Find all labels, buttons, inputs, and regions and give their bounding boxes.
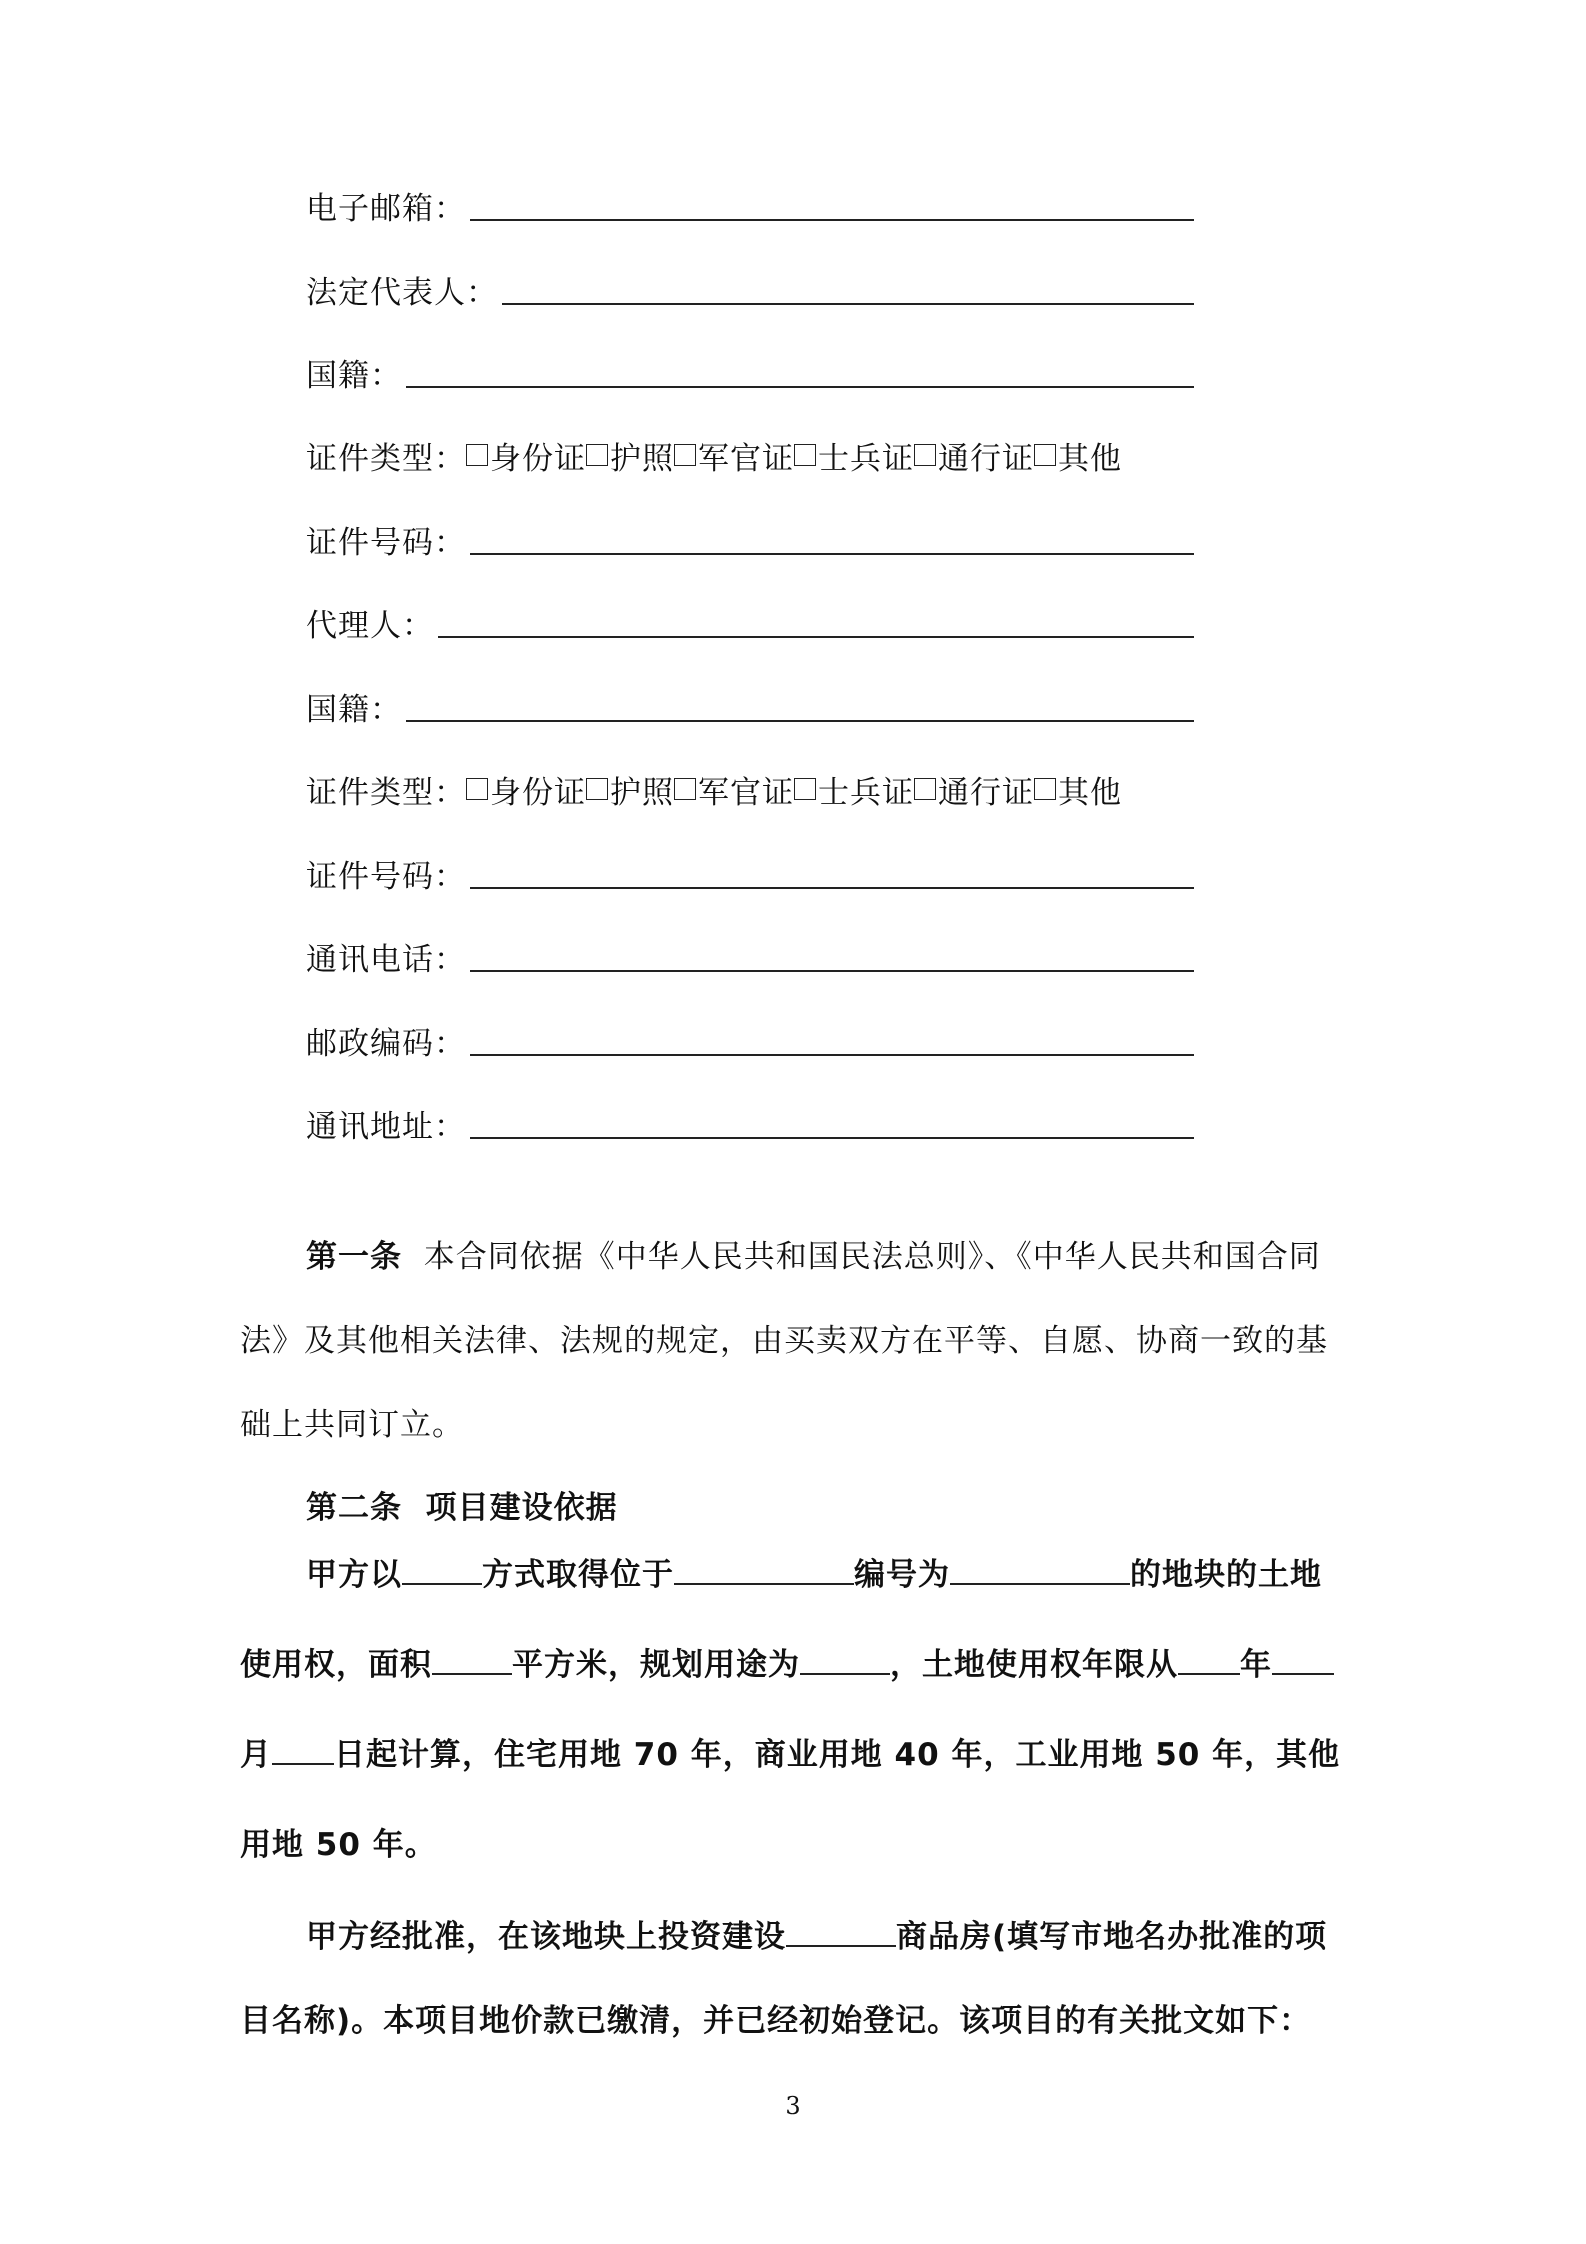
field-label: 国籍： bbox=[306, 691, 402, 728]
address-line bbox=[470, 1137, 1194, 1139]
article-2-heading bbox=[306, 1482, 618, 1527]
nationality-line-1 bbox=[406, 386, 1194, 388]
legal-representative-line bbox=[502, 303, 1194, 305]
id-number-field-1[interactable] bbox=[306, 509, 466, 569]
id-number-field-2[interactable] bbox=[306, 843, 466, 903]
plot-number-blank[interactable] bbox=[950, 1553, 1130, 1585]
article-1-text: 本合同依据《中华人民共和国民法总则》、《中华人民共和国合同法》及其他相关法律、法规的规定，由买卖双方在平等、自愿、协商一致的基础上共同订立。 bbox=[240, 1239, 1328, 1443]
id-number-line-2 bbox=[470, 887, 1194, 889]
email-field[interactable] bbox=[306, 175, 466, 235]
location-blank[interactable] bbox=[674, 1553, 854, 1585]
nationality-line-2 bbox=[406, 720, 1194, 722]
id-option-4[interactable]: 士兵证 bbox=[794, 767, 914, 812]
id-option-5[interactable]: 通行证 bbox=[914, 433, 1034, 478]
field-label: 法定代表人： bbox=[306, 274, 498, 311]
id-type-row-2 bbox=[306, 759, 1122, 819]
area-blank[interactable] bbox=[432, 1643, 512, 1675]
field-label: 证件号码： bbox=[306, 858, 466, 895]
legal-representative-field[interactable] bbox=[306, 259, 498, 319]
checkbox-icon[interactable] bbox=[914, 444, 936, 466]
field-label: 邮政编码： bbox=[306, 1025, 466, 1062]
field-label: 代理人： bbox=[306, 607, 434, 644]
field-label: 证件号码： bbox=[306, 524, 466, 561]
id-option-2[interactable]: 护照 bbox=[586, 433, 674, 478]
phone-line bbox=[470, 970, 1194, 972]
article-2-title: 第二条 bbox=[306, 1490, 402, 1526]
field-label: 国籍： bbox=[306, 357, 402, 394]
id-option-3[interactable]: 军官证 bbox=[674, 767, 794, 812]
nationality-field-1[interactable] bbox=[306, 342, 402, 402]
start-month-blank[interactable] bbox=[1272, 1643, 1334, 1675]
planned-use-blank[interactable] bbox=[800, 1643, 890, 1675]
article-2-heading-text: 项目建设依据 bbox=[425, 1490, 618, 1526]
id-option-5[interactable]: 通行证 bbox=[914, 767, 1034, 812]
checkbox-icon[interactable] bbox=[586, 778, 608, 800]
checkbox-icon[interactable] bbox=[794, 778, 816, 800]
project-name-blank[interactable] bbox=[786, 1915, 896, 1947]
id-option-1[interactable]: 身份证 bbox=[466, 433, 586, 478]
checkbox-icon[interactable] bbox=[586, 444, 608, 466]
checkbox-icon[interactable] bbox=[914, 778, 936, 800]
id-option-3[interactable]: 军官证 bbox=[674, 433, 794, 478]
agent-line bbox=[438, 636, 1194, 638]
page-number: 3 bbox=[785, 2092, 801, 2120]
id-type-row-1 bbox=[306, 425, 1122, 485]
email-line bbox=[470, 219, 1194, 221]
field-label: 通讯地址： bbox=[306, 1108, 466, 1145]
checkbox-icon[interactable] bbox=[1034, 444, 1056, 466]
phone-field[interactable] bbox=[306, 926, 466, 986]
checkbox-icon[interactable] bbox=[674, 444, 696, 466]
id-option-6[interactable]: 其他 bbox=[1034, 767, 1122, 812]
id-option-4[interactable]: 士兵证 bbox=[794, 433, 914, 478]
checkbox-icon[interactable] bbox=[466, 778, 488, 800]
id-number-line-1 bbox=[470, 553, 1194, 555]
article-2-paragraph-2: 甲方经批准，在该地块上投资建设 商品房(填写市地名办批准的项目名称)。本项目地价款已缴清，并已经初始登记。该项目的有关批文如下： bbox=[240, 1895, 1350, 2063]
article-2-paragraph-1: 甲方以 方式取得位于 编号为 的地块的土地使用权，面积 平方米，规划用途为 ，土地使用权年限从 年月 日起计算，住宅用地 70 年，商业用地 40 年，工业用地 50 年，其他用地 50 年。 bbox=[240, 1530, 1350, 1890]
id-type-label: 证件类型： bbox=[306, 440, 466, 477]
checkbox-icon[interactable] bbox=[674, 778, 696, 800]
postal-code-field[interactable] bbox=[306, 1010, 466, 1070]
field-label: 通讯电话： bbox=[306, 941, 466, 978]
id-option-6[interactable]: 其他 bbox=[1034, 433, 1122, 478]
postal-code-line bbox=[470, 1054, 1194, 1056]
address-field[interactable] bbox=[306, 1093, 466, 1153]
start-year-blank[interactable] bbox=[1178, 1643, 1240, 1675]
checkbox-icon[interactable] bbox=[794, 444, 816, 466]
start-day-blank[interactable] bbox=[272, 1733, 334, 1765]
checkbox-icon[interactable] bbox=[466, 444, 488, 466]
field-label: 电子邮箱： bbox=[306, 190, 466, 227]
id-option-1[interactable]: 身份证 bbox=[466, 767, 586, 812]
agent-field[interactable] bbox=[306, 592, 434, 652]
article-1-title: 第一条 bbox=[306, 1239, 402, 1275]
checkbox-icon[interactable] bbox=[1034, 778, 1056, 800]
id-option-2[interactable]: 护照 bbox=[586, 767, 674, 812]
article-1 bbox=[240, 1215, 1350, 1467]
id-type-label: 证件类型： bbox=[306, 774, 466, 811]
acquisition-method-blank[interactable] bbox=[402, 1553, 482, 1585]
nationality-field-2[interactable] bbox=[306, 676, 402, 736]
